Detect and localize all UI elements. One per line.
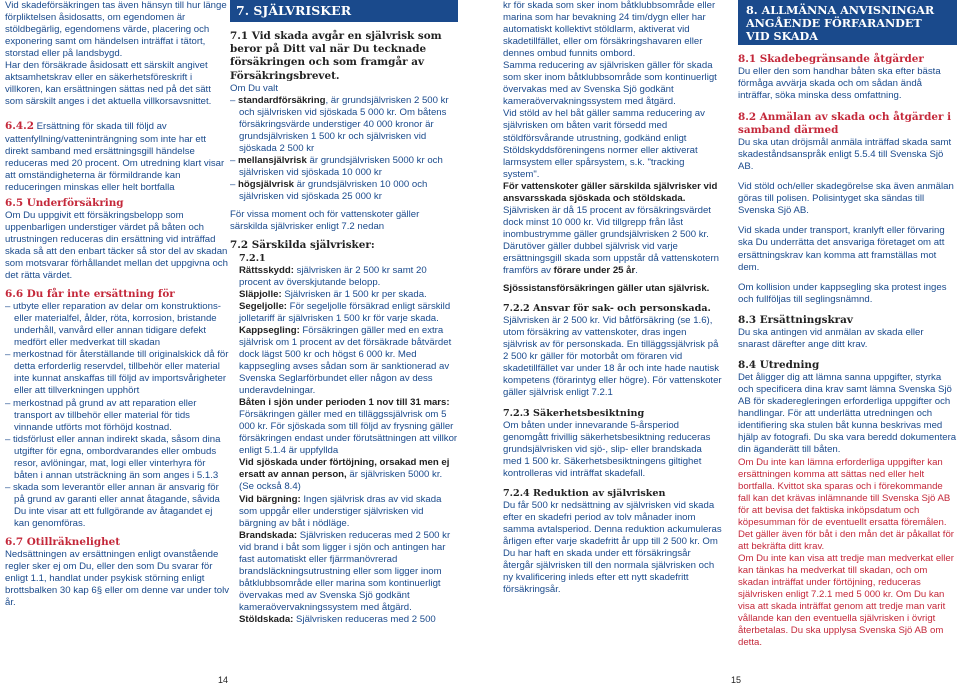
paragraph: Om Du inte kan lämna erforderliga uppgifter kan ersättningen komma att sättas ned eller helt bortfalla. Kvittot ska sparas och i förekommande fall kan det krävas inlämnande till Svenska Sjö AB för att bevisa det faktiska inköpsdatum och köpesumman för de eventuellt ersatta föremålen. Det gäller även för båt i den mån det är påkallat för att bekräfta ditt krav.	[738, 456, 954, 552]
heading-8-4: 8.4 Utredning	[738, 359, 820, 371]
term-text: Försäkringen gäller med en extra självrisk om 1 procent av det försäkrade båtvärdet dock lägst 500 kr och högst 6 000 kr. Med kappsegling avses sådan som är sanktionerad av Svenska Seglarförbundet eller någon av dess underavdelningar.	[239, 324, 452, 397]
term: Kappsegling:	[239, 324, 300, 336]
bold-text: förare under 25 år	[553, 265, 636, 277]
list-item: – högsjälvrisk är grundsjälvrisken 10 000 och självrisken vid sjöskada 25 000 kr	[230, 179, 428, 203]
paragraph: Om Du inte kan visa att tredje man medverkat eller kan tänkas ha medverkat till skadan, och om skadan inträffat under förtöjning, reduceras självrisken enligt 7.2.1 med 5 000 kr. Om Du kan visa att skada inträffat genom att tredje man varit vållande kan den eventuella självrisken i övrigt återbetalas. Du ska upplysa Svenska Sjö AB om detta.	[738, 552, 954, 649]
heading-6-5: 6.5 Underförsäkring	[5, 196, 124, 209]
heading-7-2: 7.2 Särskilda självrisker:	[230, 239, 375, 252]
column-4	[738, 0, 957, 649]
heading-7-1: 7.1 Vid skada avgår en självrisk som beror på Ditt val när Du tecknade försäkringen och som framgår av Försäkringsbrevet.	[230, 30, 442, 82]
heading-8-1: 8.1 Skadebegränsande åtgärder	[738, 53, 924, 65]
paragraph: Samma reducering av självrisken gäller för skada som sker inom båtklubbsområde som kontinuerligt övervakas med av Svenska Sjö godkänt kameraövervakningssystem med åtgärd.	[503, 60, 717, 108]
paragraph: Om Du uppgivit ett försäkringsbelopp som uppenbarligen understiger värdet på båten och utrustningen reduceras din ersättning vid inträffad skada så att den enbart täcker så stor del av skadan som motsvarar förhållandet mellan det uppgivna och det rätta värdet.	[5, 209, 228, 282]
item	[239, 457, 458, 493]
paragraph: Vid skadeförsäkringen tas även hänsyn till hur länge förpliktelsen åsidosatts, om egendomen är stöldbegärlig, egendomens värde, placering och exponering samt om händelsen inträffat i tätort, storstad eller på landsbygd.	[5, 0, 227, 60]
list-item: – standardförsäkring, är grundsjälvrisken 2 500 kr och självrisken vid sjöskada 5 000 kr. Om båtens försäkringsvärde understiger 40 000 kronor är grundsjälvrisken 1 500 kr och självrisken vid sjöskada 2 500 kr	[230, 94, 449, 155]
subheading-7-2-2: 7.2.2 Ansvar för sak- och personskada.	[503, 303, 711, 315]
subheading-7-2-1: 7.2.1	[239, 252, 266, 264]
heading-6-6: 6.6 Du får inte ersättning för	[5, 288, 175, 301]
term-text: självrisken är 2 500 kr samt 20 procent av överskjutande belopp.	[239, 264, 427, 288]
paragraph: Vid stöld och/eller skadegörelse ska även anmälan göras till polisen. Polisintyget ska sändas till Svenska Sjö AB.	[738, 181, 954, 217]
term-text: Självrisken är 1 500 kr per skada.	[281, 288, 427, 300]
column-3	[494, 0, 722, 596]
text: Självrisken är då 15 procent av försäkringsvärdet dock minst 10 000 kr. Vid tillgrepp från låst inombustrymme gäller grundsjälvrisken 2 500 kr. Därutöver gäller dubbel självrisk vid varje ersättningsgill skada som uppstår då vattenskotern framförs av	[503, 204, 719, 277]
section-6-4-2	[5, 120, 230, 193]
paragraph: För vissa moment och för vattenskoter gäller särskilda självrisker enligt 7.2 nedan	[230, 209, 420, 233]
term-text: För segeljolle försäkrad enligt särskild jolletariff är självrisken 1 500 kr för varje skada.	[239, 300, 451, 324]
term: Segeljolle:	[239, 300, 287, 312]
term: Vid bärgning:	[239, 493, 301, 505]
list-item: – skada som leverantör eller annan är ansvarig för på grund av garanti eller annat åtagande, såvida Du inte visar att ett fullgörande av åtagandet ej kan genomföras.	[5, 481, 220, 529]
item	[239, 265, 458, 289]
term-text: Självrisken reduceras med 2 500 kr vid brand i båt som ligger i sjön och antingen har fast automatiskt eller fjärrmanövrerad brandsläckningsutrustning eller som ligger inom båtklubbsområde eller marina som kontinuerligt övervakas med av Svenska Sjö godkänt kameraövervakningssystem med åtgärd.	[239, 529, 451, 613]
page-number-right: 15	[731, 675, 742, 685]
term-text: är grundsjälvrisken 10 000 och självrisken vid sjöskada 25 000 kr	[239, 179, 428, 203]
list-item: – tidsförlust eller annan indirekt skada, såsom dina utgifter för egna, ombordvarandes eller ombuds resor, avlöningar, mat, logi eller vinterhyra för båten i annan utsträckning än som anges i 5.1.3	[5, 433, 221, 481]
paragraph: Nedsättningen av ersättningen enligt ovanstående regler sker ej om Du, eller den som Du svarar för enligt 1.1, handlat under psykisk störning enligt brottsbalken 30 kap 6§ eller om denne var under tolv år.	[5, 549, 229, 609]
heading-8-3: 8.3 Ersättningskrav	[738, 313, 853, 326]
term-text: Självrisken reduceras med 2 500	[293, 613, 436, 625]
column-1	[5, 0, 230, 609]
term-text: , är grundsjälvrisken 2 500 kr och självrisken vid sjöskada 5 000 kr. Om båtens försäkringsvärde understiger 40 000 kronor är grundsjälvrisken 1 500 kr och självrisken vid sjöskada 2 500 kr	[239, 94, 449, 155]
column-2	[230, 0, 458, 626]
item	[239, 325, 458, 397]
term: Släpjolle:	[239, 288, 282, 300]
paragraph: Om kollision under kappsegling ska protest inges och fullföljas till seglingsnämnd.	[738, 281, 947, 305]
term: mellansjälvrisk	[238, 155, 307, 167]
term-text: Försäkringen gäller med en tilläggssjälvrisk om 5 000 kr. För sjöskada som till följd av frysning gäller försäkringen endast under förutsättningen att villkor enligt 5.1.4 är uppfyllda	[239, 409, 458, 457]
paragraph: Du får 500 kr nedsättning av självrisken vid skada efter en skadefri period av tolv månader inom samma avtalsperiod. Denna reduktion ackumuleras årligen efter varje skadefritt år upp till 2 500 kr. Om Du har haft en skada under ett försäkringsår återgår självrisken till den normala självrisken och ny kvalificering inleds efter ett nytt skadefritt försäkringsår.	[503, 499, 722, 596]
list-item: – utbyte eller reparation av delar om konstruktions- eller materialfel, ålder, röta, korrosion, bristande underhåll, vanvård eller annan tidigare defekt medfört eller medverkat till skadan	[5, 301, 221, 349]
term: högsjälvrisk	[238, 179, 295, 191]
term: standardförsäkring	[238, 94, 326, 106]
paragraph: Du ska utan dröjsmål anmäla inträffad skada samt skadeståndsanspråk enligt 5.5.4 till Svenska Sjö AB.	[738, 137, 952, 173]
paragraph: Vid skada under transport, kranlyft eller förvaring ska Du underrätta det ansvariga företaget om att ersättningskrav kan komma att framställas mot dem.	[738, 225, 945, 273]
list-7-1	[230, 95, 458, 203]
section-bar-8: 8. ALLMÄNNA ANVISNINGAR ANGÅENDE FÖRFARANDET VID SKADA	[738, 0, 957, 45]
paragraph: Om Du valt	[230, 82, 278, 94]
paragraph: Har den försäkrade åsidosatt ett särskilt angivet aktsamhetskrav eller en säkerhetsföreskrift i villkoren, kan ersättningen sättas ned på det sätt som särskilt anges i det aktuella villkorsavsnittet.	[5, 60, 212, 108]
paragraph: Vid stöld av hel båt gäller samma reducering av självrisken om båten varit försedd med stöldförsvårande utrustning, godkänd enligt Stöldskyddsföreningens normer eller aktiverat larmsystem eller spårsystem, s.k. "tracking system".	[503, 108, 705, 180]
item	[239, 530, 458, 614]
term-text: Ingen självrisk dras av vid skada som uppgår eller understiger självrisken vid bärgning av båt i nödläge.	[239, 493, 442, 529]
paragraph: kr för skada som sker inom båtklubbsområde eller marina som har bevakning 24 tim/dygn eller har automatiskt kollektivt stöldlarm, aktiverat vid skadetillfället, eller om försäkringshavaren eller dennes ombud funnits ombord.	[503, 0, 716, 60]
paragraph: Självrisken är 2 500 kr. Vid båtförsäkring (se 1.6), utom försäkring av vattenskoter, dras ingen självrisk av för personskada. En tilläggssjälvrisk på 2 500 kr gäller för motorbåt om föraren vid skadetillfället var under 18 år och inte hade nautisk kompetens (förarintyg eller högre). För vattenskoter gäller självrisk enligt 7.2.1	[503, 315, 722, 399]
heading-8-2: 8.2 Anmälan av skada och åtgärder i samband därmed	[738, 111, 952, 137]
paragraph-sjoassistans: Sjössistansförsäkringen gäller utan självrisk.	[503, 283, 710, 295]
term: Stöldskada:	[239, 613, 294, 625]
section-text: Ersättning för skada till följd av vattenfyllning/vatteninträngning som inte har ett direkt samband med ersättningsgill händelse reduceras med 20 procent. Om utredning klart visar att omständigheterna är förmildrande kan reduceringen minskas eller helt bortfalla	[5, 121, 225, 193]
page-number-left: 14	[218, 675, 229, 685]
item	[239, 614, 458, 626]
term: Vid sjöskada under förtöjning, orsakad men ej ersatt av annan person,	[239, 457, 450, 481]
list-item: – mellansjälvrisk är grundsjälvrisken 5000 kr och självrisken vid sjöskada 10 000 kr	[230, 155, 443, 179]
paragraph: Det åligger dig att lämna sanna uppgifter, styrka och specificera dina krav samt lämna Svenska Sjö AB för skaderegleringen erforderliga uppgifter och handlingar. För att underlätta utredningen och identifiering ska stulen båt kunna beskrivas med hjälp av fotografi. Du ska vara beredd dokumentera din äganderätt till båten.	[738, 372, 957, 456]
term-text: är grundsjälvrisken 5000 kr och självrisken vid sjöskada 10 000 kr	[239, 155, 443, 179]
paragraph-vattenskoter	[494, 181, 722, 277]
subheading-7-2-4: 7.2.4 Reduktion av självrisken	[503, 487, 666, 499]
item	[239, 397, 458, 457]
subheading-7-2-3: 7.2.3 Säkerhetsbesiktning	[503, 407, 645, 419]
term: Brandskada:	[239, 529, 298, 541]
paragraph: Du ska antingen vid anmälan av skada eller snarast därefter ange ditt krav.	[738, 326, 924, 350]
term: Rättsskydd:	[239, 264, 294, 276]
paragraph: Om båten under innevarande 5-årsperiod genomgått frivillig säkerhetsbesiktning reduceras grundsjälvrisken vid sjö-, slip- eller brandskada med 1 500 kr. Säkerhetsbesiktningens giltighet kontrolleras vid inträffat skadefall.	[503, 419, 711, 479]
term: Båten i sjön under perioden 1 nov till 31 mars:	[239, 397, 450, 409]
item	[239, 494, 458, 530]
list-item: – merkostnad för återställande till originalskick då för detta erforderlig reservdel, tillbehör eller material inte kunnat anskaffas till följd av importsvårigheter eller att tillverkningen upphört	[5, 349, 229, 397]
text: .	[635, 265, 638, 277]
heading-6-7: 6.7 Otillräknelighet	[5, 536, 121, 549]
list-item: – merkostnad på grund av att reparation eller transport av tillbehör eller material för tids vinnande utförts mot förhöjd kostnad.	[5, 397, 197, 433]
paragraph: Du eller den som handhar båten ska efter bästa förmåga avvärja skada och om sådan ändå inträffar, söka minska dess omfattning.	[738, 66, 941, 102]
section-number: 6.4.2	[5, 120, 34, 133]
term-text: är självrisken 5000 kr. (Se också 8.4)	[239, 469, 443, 493]
item	[239, 289, 458, 301]
item	[239, 301, 458, 325]
list-6-6	[5, 301, 230, 530]
bold-text: För vattenskoter gäller särskilda självrisker vid ansvarsskada sjöskada och stöldskada.	[503, 180, 718, 204]
section-7-2-1	[230, 253, 458, 626]
section-bar-7: 7. SJÄLVRISKER	[230, 0, 458, 22]
